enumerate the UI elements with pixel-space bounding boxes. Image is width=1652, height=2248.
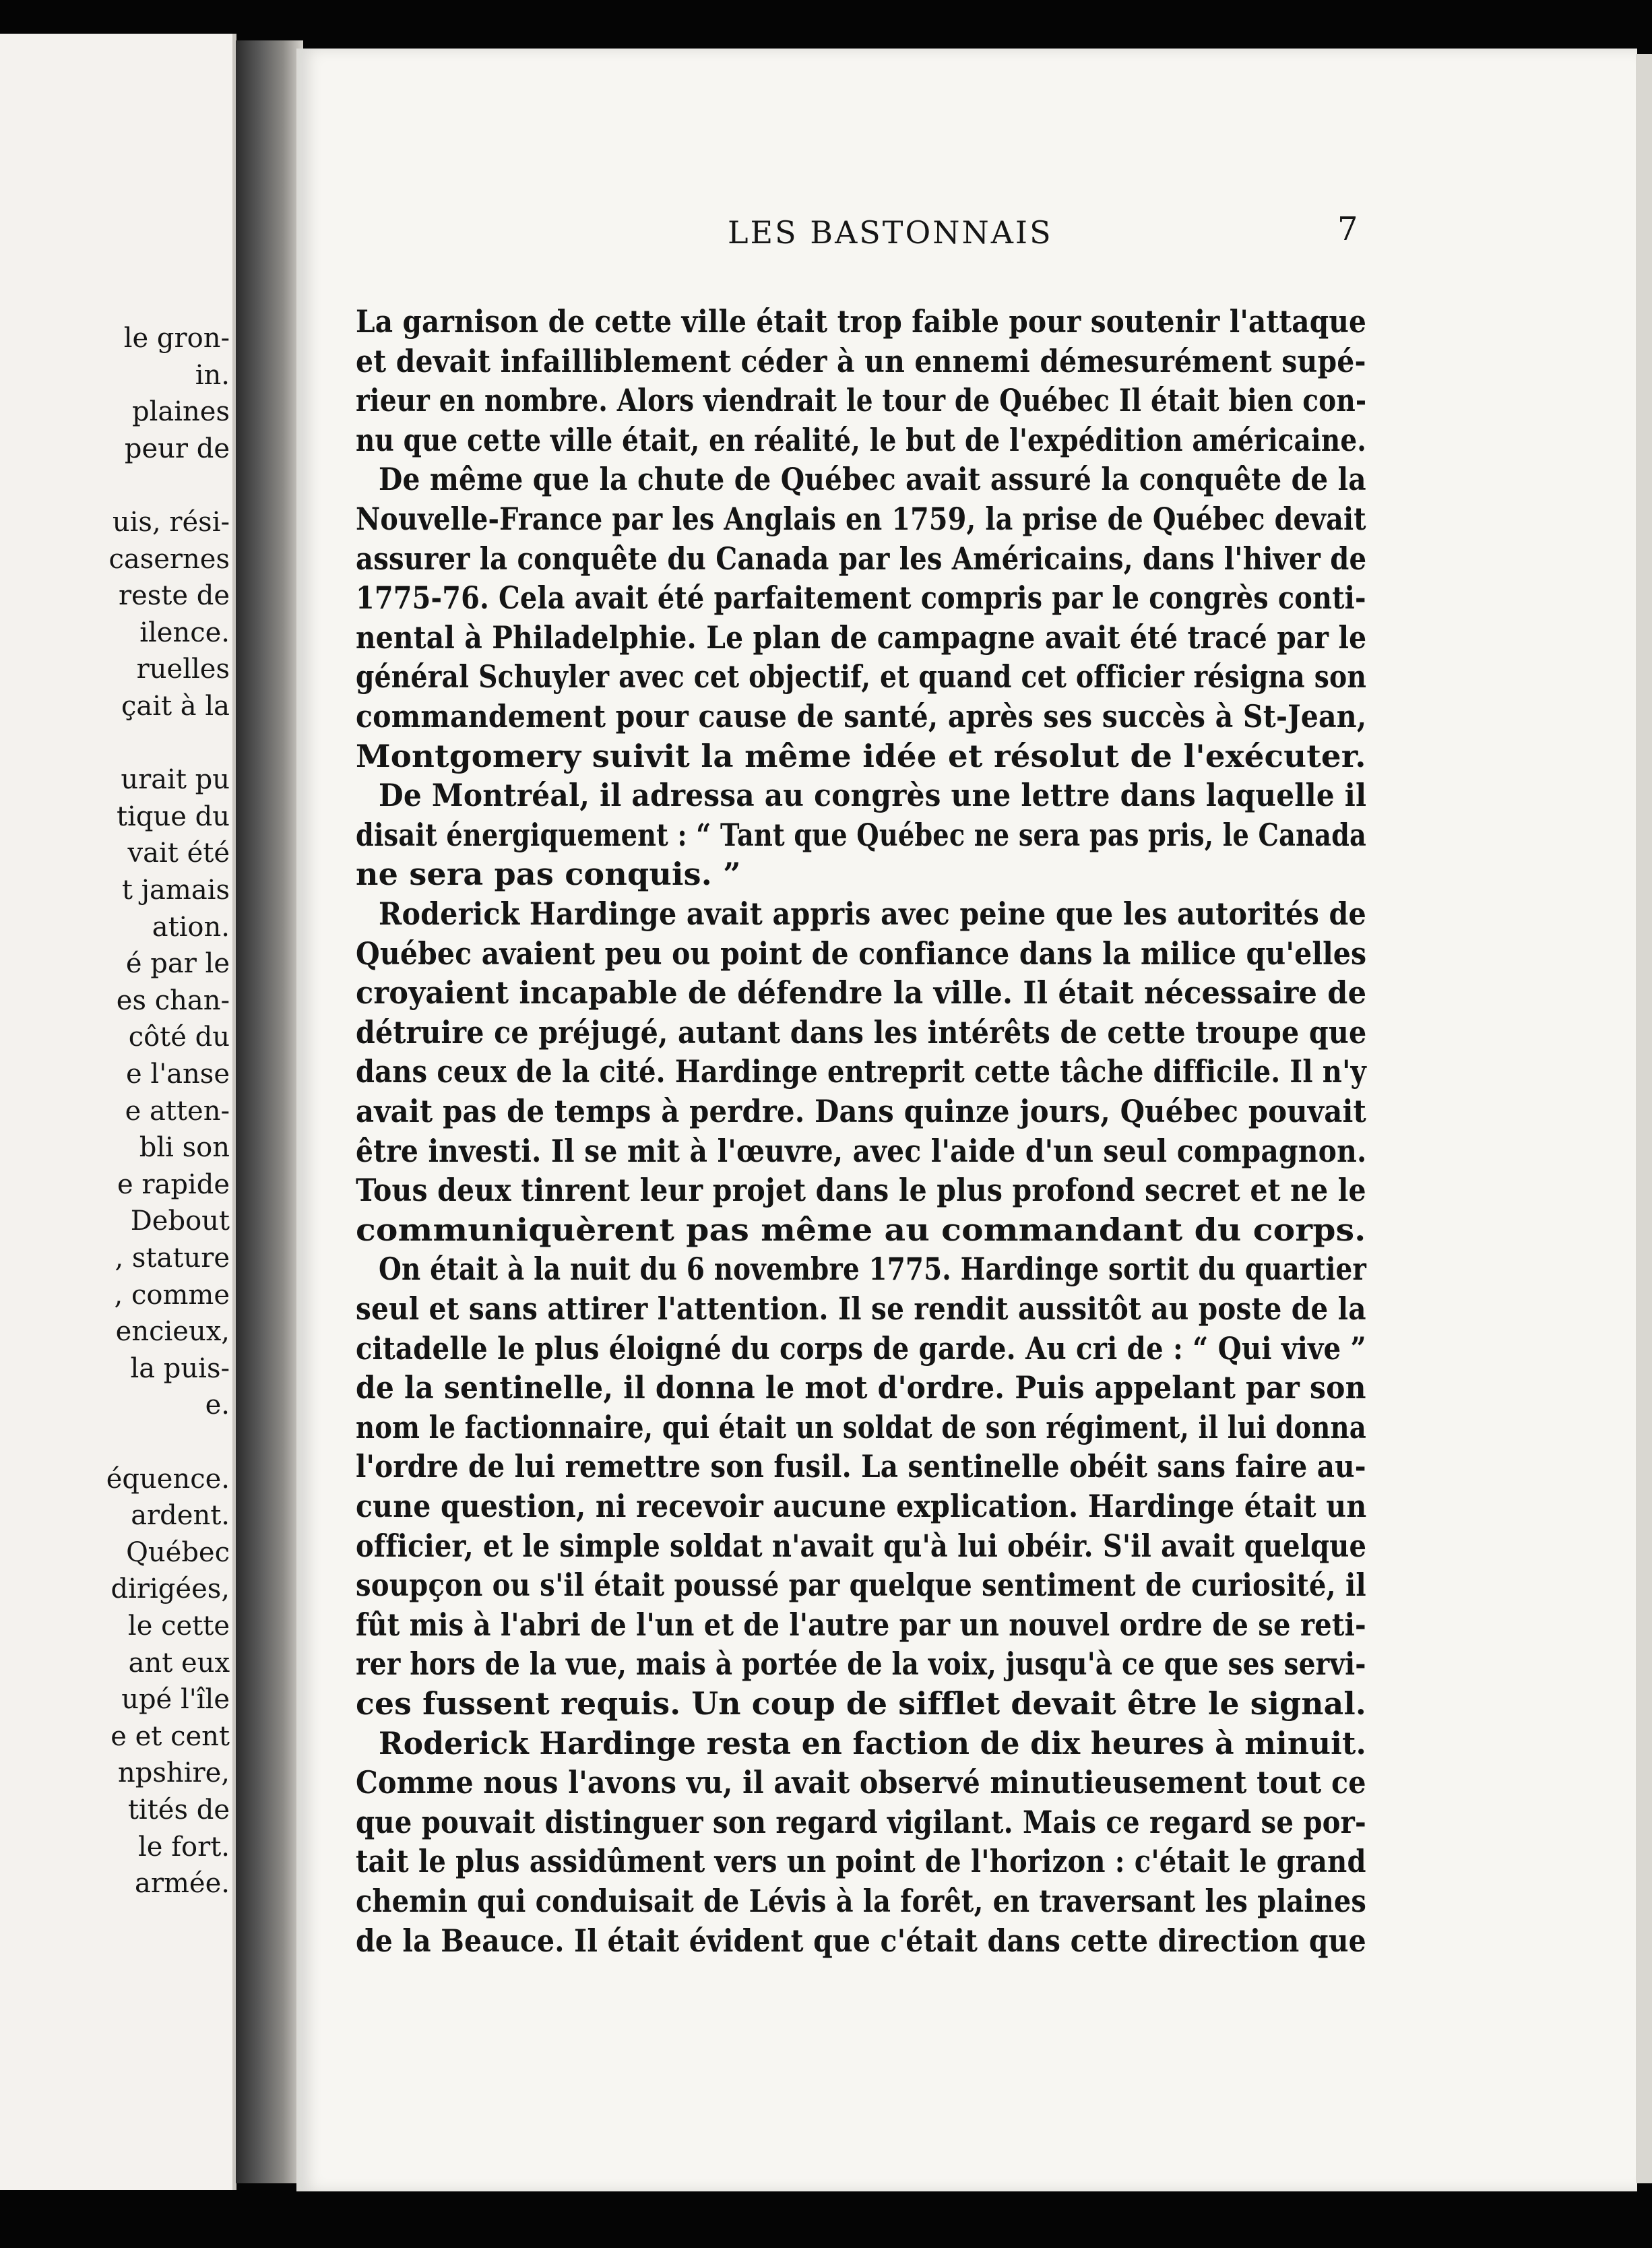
facing-page-line: , stature [115,1243,230,1274]
facing-page-line: Québec [126,1536,230,1568]
text-line: que pouvait distinguer son regard vigilant. Mais ce regard se por- [356,1803,1366,1840]
text-line: On était à la nuit du 6 novembre 1775. Hardinge sortit du quartier [379,1251,1367,1288]
facing-page-line: e rapide [117,1168,230,1200]
text-line: de la Beauce. Il était évident que c'était dans cette direction que [356,1922,1366,1959]
text-line: nom le factionnaire, qui était un soldat de son régiment, il lui donna [356,1408,1366,1445]
text-line: détruire ce préjugé, autant dans les intérêts de cette troupe que [356,1013,1367,1051]
text-line: chemin qui conduisait de Lévis à la forêt, en traversant les plaines [356,1883,1367,1919]
text-line: seul et sans attirer l'attention. Il se rendit aussitôt au poste de la [356,1290,1366,1327]
text-line: ne sera pas conquis. ” [356,856,741,893]
facing-page-line: encieux, [115,1316,230,1348]
facing-page-line: Debout [130,1206,230,1237]
text-line: commandement pour cause de santé, après ses succès à St-Jean, [356,698,1367,735]
facing-page-line: ation. [152,911,230,943]
page-number: 7 [1337,210,1358,248]
facing-page-line: équence. [106,1463,230,1495]
facing-page-line: le gron- [123,323,230,354]
text-line: avait pas de temps à perdre. Dans quinze jours, Québec pouvait [356,1093,1366,1129]
text-line: Roderick Hardinge avait appris avec peine que les autorités de [379,896,1366,932]
facing-page-line: upé l'île [121,1684,230,1716]
text-line: rer hors de la vue, mais à portée de la voix, jusqu'à ce que ses servi- [356,1646,1366,1683]
facing-page-line: vait été [127,838,230,869]
text-line: de la sentinelle, il donna le mot d'ordre. Puis appelant par son [356,1369,1366,1406]
facing-page-line: in. [195,359,230,391]
text-line: communiquèrent pas même au commandant du corps. [356,1211,1366,1248]
text-line: être investi. Il se mit à l'œuvre, avec l'aide d'un seul compagnon. [356,1132,1367,1169]
facing-page-line: ardent. [131,1500,230,1532]
text-line: citadelle le plus éloigné du corps de garde. Au cri de : “ Qui vive ” [356,1330,1366,1367]
text-line: nu que cette ville était, en réalité, le but de l'expédition américaine. [356,421,1367,458]
text-line: La garnison de cette ville était trop faible pour soutenir l'attaque [356,303,1367,340]
facing-page-line: tique du [117,801,230,832]
facing-page-line: e atten- [125,1095,230,1127]
text-line: soupçon ou s'il était poussé par quelque sentiment de curiosité, il [356,1567,1366,1604]
facing-page-line: peur de [124,433,230,464]
text-line: Montgomery suivit la même idée et résolut de l'exécuter. [356,737,1366,774]
facing-page-line: urait pu [121,764,230,796]
facing-page-line: é par le [125,948,230,980]
text-line: et devait infailliblement céder à un ennemi démesurément supé- [356,342,1366,379]
text-line: nental à Philadelphie. Le plan de campagne avait été tracé par le [356,619,1367,656]
text-line: ces fussent requis. Un coup de sifflet devait être le signal. [356,1685,1366,1722]
text-line: officier, et le simple soldat n'avait qu'à lui obéir. S'il avait quelque [356,1527,1367,1564]
facing-page-line: npshire, [118,1757,230,1789]
facing-page-line: ant eux [128,1647,230,1679]
facing-page-line: t jamais [121,875,230,906]
text-line: rieur en nombre. Alors viendrait le tour de Québec Il était bien con- [356,382,1367,419]
facing-page-line: plaines [132,396,230,428]
text-line: Tous deux tinrent leur projet dans le plus profond secret et ne le [356,1172,1366,1209]
facing-page-line: casernes [108,543,230,575]
facing-page-line: le cette [127,1611,230,1642]
facing-page-line: e l'anse [126,1059,230,1090]
facing-page-fragment [0,34,236,2190]
text-line: tait le plus assidûment vers un point de l'horizon : c'était le grand [356,1843,1366,1880]
facing-page-line: , comme [114,1279,230,1311]
facing-page-line: e et cent [110,1720,230,1752]
running-title: LES BASTONNAIS [728,214,1053,251]
facing-page-line: la puis- [130,1352,230,1384]
text-line: Comme nous l'avons vu, il avait observé minutieusement tout ce [356,1764,1366,1801]
facing-page-line: e. [205,1390,230,1421]
facing-page-line: armée. [135,1868,230,1900]
text-line: disait énergiquement : “ Tant que Québec ne sera pas pris, le Canada [356,816,1367,853]
facing-page-line: es chan- [116,985,230,1016]
facing-page-line: reste de [118,580,230,612]
facing-page-line: uis, rési- [112,507,230,538]
text-line: croyaient incapable de défendre la ville. Il était nécessaire de [356,974,1367,1011]
text-line: général Schuyler avec cet objectif, et quand cet officier résigna son [356,658,1367,695]
facing-page-line: dirigées, [110,1573,230,1605]
text-line: Roderick Hardinge resta en faction de dix heures à minuit. [379,1724,1366,1761]
page-edge [1636,54,1652,2183]
text-line: fût mis à l'abri de l'un et de l'autre par un nouvel ordre de se reti- [356,1606,1366,1643]
facing-page-line: tités de [127,1794,230,1825]
facing-page-line: ruelles [136,654,230,685]
text-line: assurer la conquête du Canada par les Américains, dans l'hiver de [356,540,1367,577]
book-gutter-shadow [236,40,303,2183]
text-line: 1775-76. Cela avait été parfaitement compris par le congrès conti- [356,580,1366,617]
text-line: De Montréal, il adressa au congrès une lettre dans laquelle il [379,777,1367,814]
text-line: Québec avaient peu ou point de confiance dans la milice qu'elles [356,935,1367,972]
text-line: cune question, ni recevoir aucune explication. Hardinge était un [356,1488,1367,1524]
text-line: Nouvelle-France par les Anglais en 1759, la prise de Québec devait [356,501,1366,537]
facing-page-line: çait à la [121,691,230,722]
facing-page-line: côté du [128,1022,230,1053]
text-line: De même que la chute de Québec avait assuré la conquête de la [379,461,1366,498]
text-line: dans ceux de la cité. Hardinge entreprit cette tâche difficile. Il n'y [356,1053,1366,1090]
text-line: l'ordre de lui remettre son fusil. La sentinelle obéit sans faire au- [356,1448,1366,1485]
facing-page-line: ilence. [139,617,230,648]
facing-page-line: bli son [139,1132,230,1164]
facing-page-line: le fort. [138,1831,230,1863]
